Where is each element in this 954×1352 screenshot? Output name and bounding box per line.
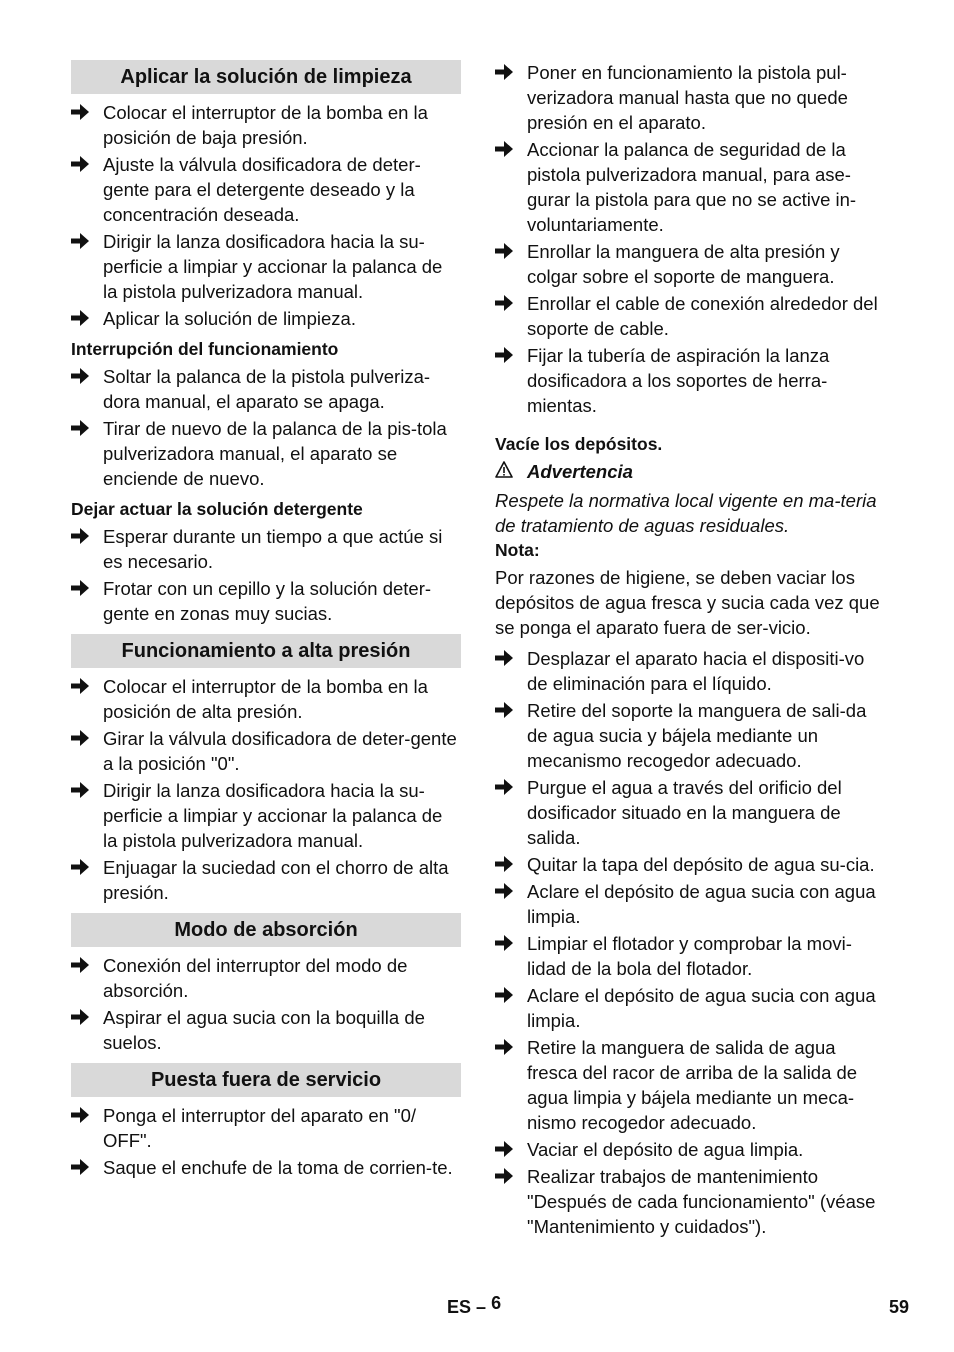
- list-item: Aspirar el agua sucia con la boquilla de suelos.: [71, 1005, 461, 1055]
- arrow-right-icon: [495, 852, 527, 877]
- list-shutdown-continued: [495, 60, 885, 418]
- list-item: Aclare el depósito de agua sucia con agua limpia.: [495, 879, 885, 929]
- arrow-right-icon: [71, 1103, 103, 1153]
- arrow-right-icon: [495, 1137, 527, 1162]
- list-item: Purgue el agua a través del orificio del dosificador situado en la manguera de salida.: [495, 775, 885, 850]
- list-item: Accionar la palanca de seguridad de la pistola pulverizadora manual, para ase-gurar la pistola para que no se active in-voluntariamente.: [495, 137, 885, 237]
- list-item: Enjuagar la suciedad con el chorro de alta presión.: [71, 855, 461, 905]
- warning-label: Advertencia: [527, 461, 633, 482]
- section-heading-absorption: Modo de absorción: [71, 913, 461, 947]
- list-item: Enrollar la manguera de alta presión y colgar sobre el soporte de manguera.: [495, 239, 885, 289]
- list-apply-solution: [71, 100, 461, 331]
- list-item: Limpiar el flotador y comprobar la movi-lidad de la bola del flotador.: [495, 931, 885, 981]
- list-item: Poner en funcionamiento la pistola pul-verizadora manual hasta que no quede presión en el aparato.: [495, 60, 885, 135]
- list-item: Esperar durante un tiempo a que actúe si es necesario.: [71, 524, 461, 574]
- footer-section-page: 6: [491, 1293, 502, 1313]
- list-item: Dirigir la lanza dosificadora hacia la su-perficie a limpiar y accionar la palanca de la pistola pulverizadora manual.: [71, 778, 461, 853]
- arrow-right-icon: [71, 576, 103, 626]
- footer-dash: –: [476, 1297, 487, 1317]
- section-heading-shutdown: Puesta fuera de servicio: [71, 1063, 461, 1097]
- list-item: Retire la manguera de salida de agua fresca del racor de arriba de la salida de agua limpia y bájela mediante un meca-nismo recogedor adecuado.: [495, 1035, 885, 1135]
- arrow-right-icon: [495, 343, 527, 418]
- subheading-interruption: Interrupción del funcionamiento: [71, 339, 339, 359]
- arrow-right-icon: [495, 1164, 527, 1239]
- arrow-right-icon: [71, 674, 103, 724]
- list-item: Fijar la tubería de aspiración la lanza dosificadora a los soportes de herra-mientas.: [495, 343, 885, 418]
- left-column: [71, 60, 461, 1182]
- arrow-right-icon: [71, 416, 103, 491]
- arrow-right-icon: [71, 306, 103, 331]
- arrow-right-icon: [71, 524, 103, 574]
- list-item: Aplicar la solución de limpieza.: [71, 306, 461, 331]
- subheading-empty-tanks: Vacíe los depósitos.: [495, 434, 663, 454]
- list-item: Girar la válvula dosificadora de deter-gente a la posición "0".: [71, 726, 461, 776]
- arrow-right-icon: [495, 646, 527, 696]
- list-item: Ponga el interruptor del aparato en "0/ OFF".: [71, 1103, 461, 1153]
- list-item: Soltar la palanca de la pistola pulveriza-dora manual, el aparato se apaga.: [71, 364, 461, 414]
- list-item: Conexión del interruptor del modo de absorción.: [71, 953, 461, 1003]
- list-absorption: [71, 953, 461, 1055]
- arrow-right-icon: [71, 100, 103, 150]
- arrow-right-icon: [495, 983, 527, 1033]
- page-number: 59: [889, 1297, 910, 1317]
- list-item: Saque el enchufe de la toma de corrien-te.: [71, 1155, 461, 1180]
- list-item: Desplazar el aparato hacia el dispositi-vo de eliminación para el líquido.: [495, 646, 885, 696]
- arrow-right-icon: [71, 778, 103, 853]
- note-label: Nota:: [495, 540, 540, 560]
- warning-triangle-icon: [495, 459, 527, 484]
- list-item: Vaciar el depósito de agua limpia.: [495, 1137, 885, 1162]
- arrow-right-icon: [71, 229, 103, 304]
- list-item: Enrollar el cable de conexión alrededor del soporte de cable.: [495, 291, 885, 341]
- arrow-right-icon: [495, 698, 527, 773]
- list-item: Tirar de nuevo de la palanca de la pis-tola pulverizadora manual, el aparato se enciende de nuevo.: [71, 416, 461, 491]
- list-empty-tanks: [495, 646, 885, 1239]
- arrow-right-icon: [71, 726, 103, 776]
- arrow-right-icon: [495, 291, 527, 341]
- list-item: Retire del soporte la manguera de sali-da de agua sucia y bájela mediante un mecanismo recogedor adecuado.: [495, 698, 885, 773]
- arrow-right-icon: [495, 931, 527, 981]
- list-high-pressure: [71, 674, 461, 905]
- list-shutdown: [71, 1103, 461, 1180]
- list-item: Colocar el interruptor de la bomba en la posición de alta presión.: [71, 674, 461, 724]
- note-text: Por razones de higiene, se deben vaciar los depósitos de agua fresca y sucia cada vez que se ponga el aparato fuera de ser-vicio.: [495, 567, 880, 638]
- footer-language: ES: [447, 1297, 472, 1317]
- list-item: Frotar con un cepillo y la solución deter-gente en zonas muy sucias.: [71, 576, 461, 626]
- arrow-right-icon: [71, 953, 103, 1003]
- arrow-right-icon: [495, 239, 527, 289]
- list-interruption: [71, 364, 461, 491]
- arrow-right-icon: [71, 1155, 103, 1180]
- section-heading-apply-solution: Aplicar la solución de limpieza: [71, 60, 461, 94]
- arrow-right-icon: [495, 775, 527, 850]
- arrow-right-icon: [71, 152, 103, 227]
- arrow-right-icon: [495, 879, 527, 929]
- list-item: Realizar trabajos de mantenimiento "Después de cada funcionamiento" (véase "Mantenimiento y cuidados").: [495, 1164, 885, 1239]
- list-let-act: [71, 524, 461, 626]
- warning-header: [495, 459, 885, 484]
- list-item: Ajuste la válvula dosificadora de deter-gente para el detergente deseado y la concentración deseada.: [71, 152, 461, 227]
- arrow-right-icon: [495, 60, 527, 135]
- arrow-right-icon: [495, 1035, 527, 1135]
- arrow-right-icon: [71, 364, 103, 414]
- footer-section-marker: [447, 1293, 502, 1318]
- subheading-let-act: Dejar actuar la solución detergente: [71, 499, 363, 519]
- arrow-right-icon: [71, 855, 103, 905]
- right-column: [495, 60, 885, 1241]
- list-item: Colocar el interruptor de la bomba en la posición de baja presión.: [71, 100, 461, 150]
- list-item: Quitar la tapa del depósito de agua su-cia.: [495, 852, 885, 877]
- arrow-right-icon: [71, 1005, 103, 1055]
- arrow-right-icon: [495, 137, 527, 237]
- list-item: Dirigir la lanza dosificadora hacia la su-perficie a limpiar y accionar la palanca de la pistola pulverizadora manual.: [71, 229, 461, 304]
- list-item: Aclare el depósito de agua sucia con agua limpia.: [495, 983, 885, 1033]
- warning-text: Respete la normativa local vigente en ma-teria de tratamiento de aguas residuales.: [495, 490, 877, 536]
- section-heading-high-pressure: Funcionamiento a alta presión: [71, 634, 461, 668]
